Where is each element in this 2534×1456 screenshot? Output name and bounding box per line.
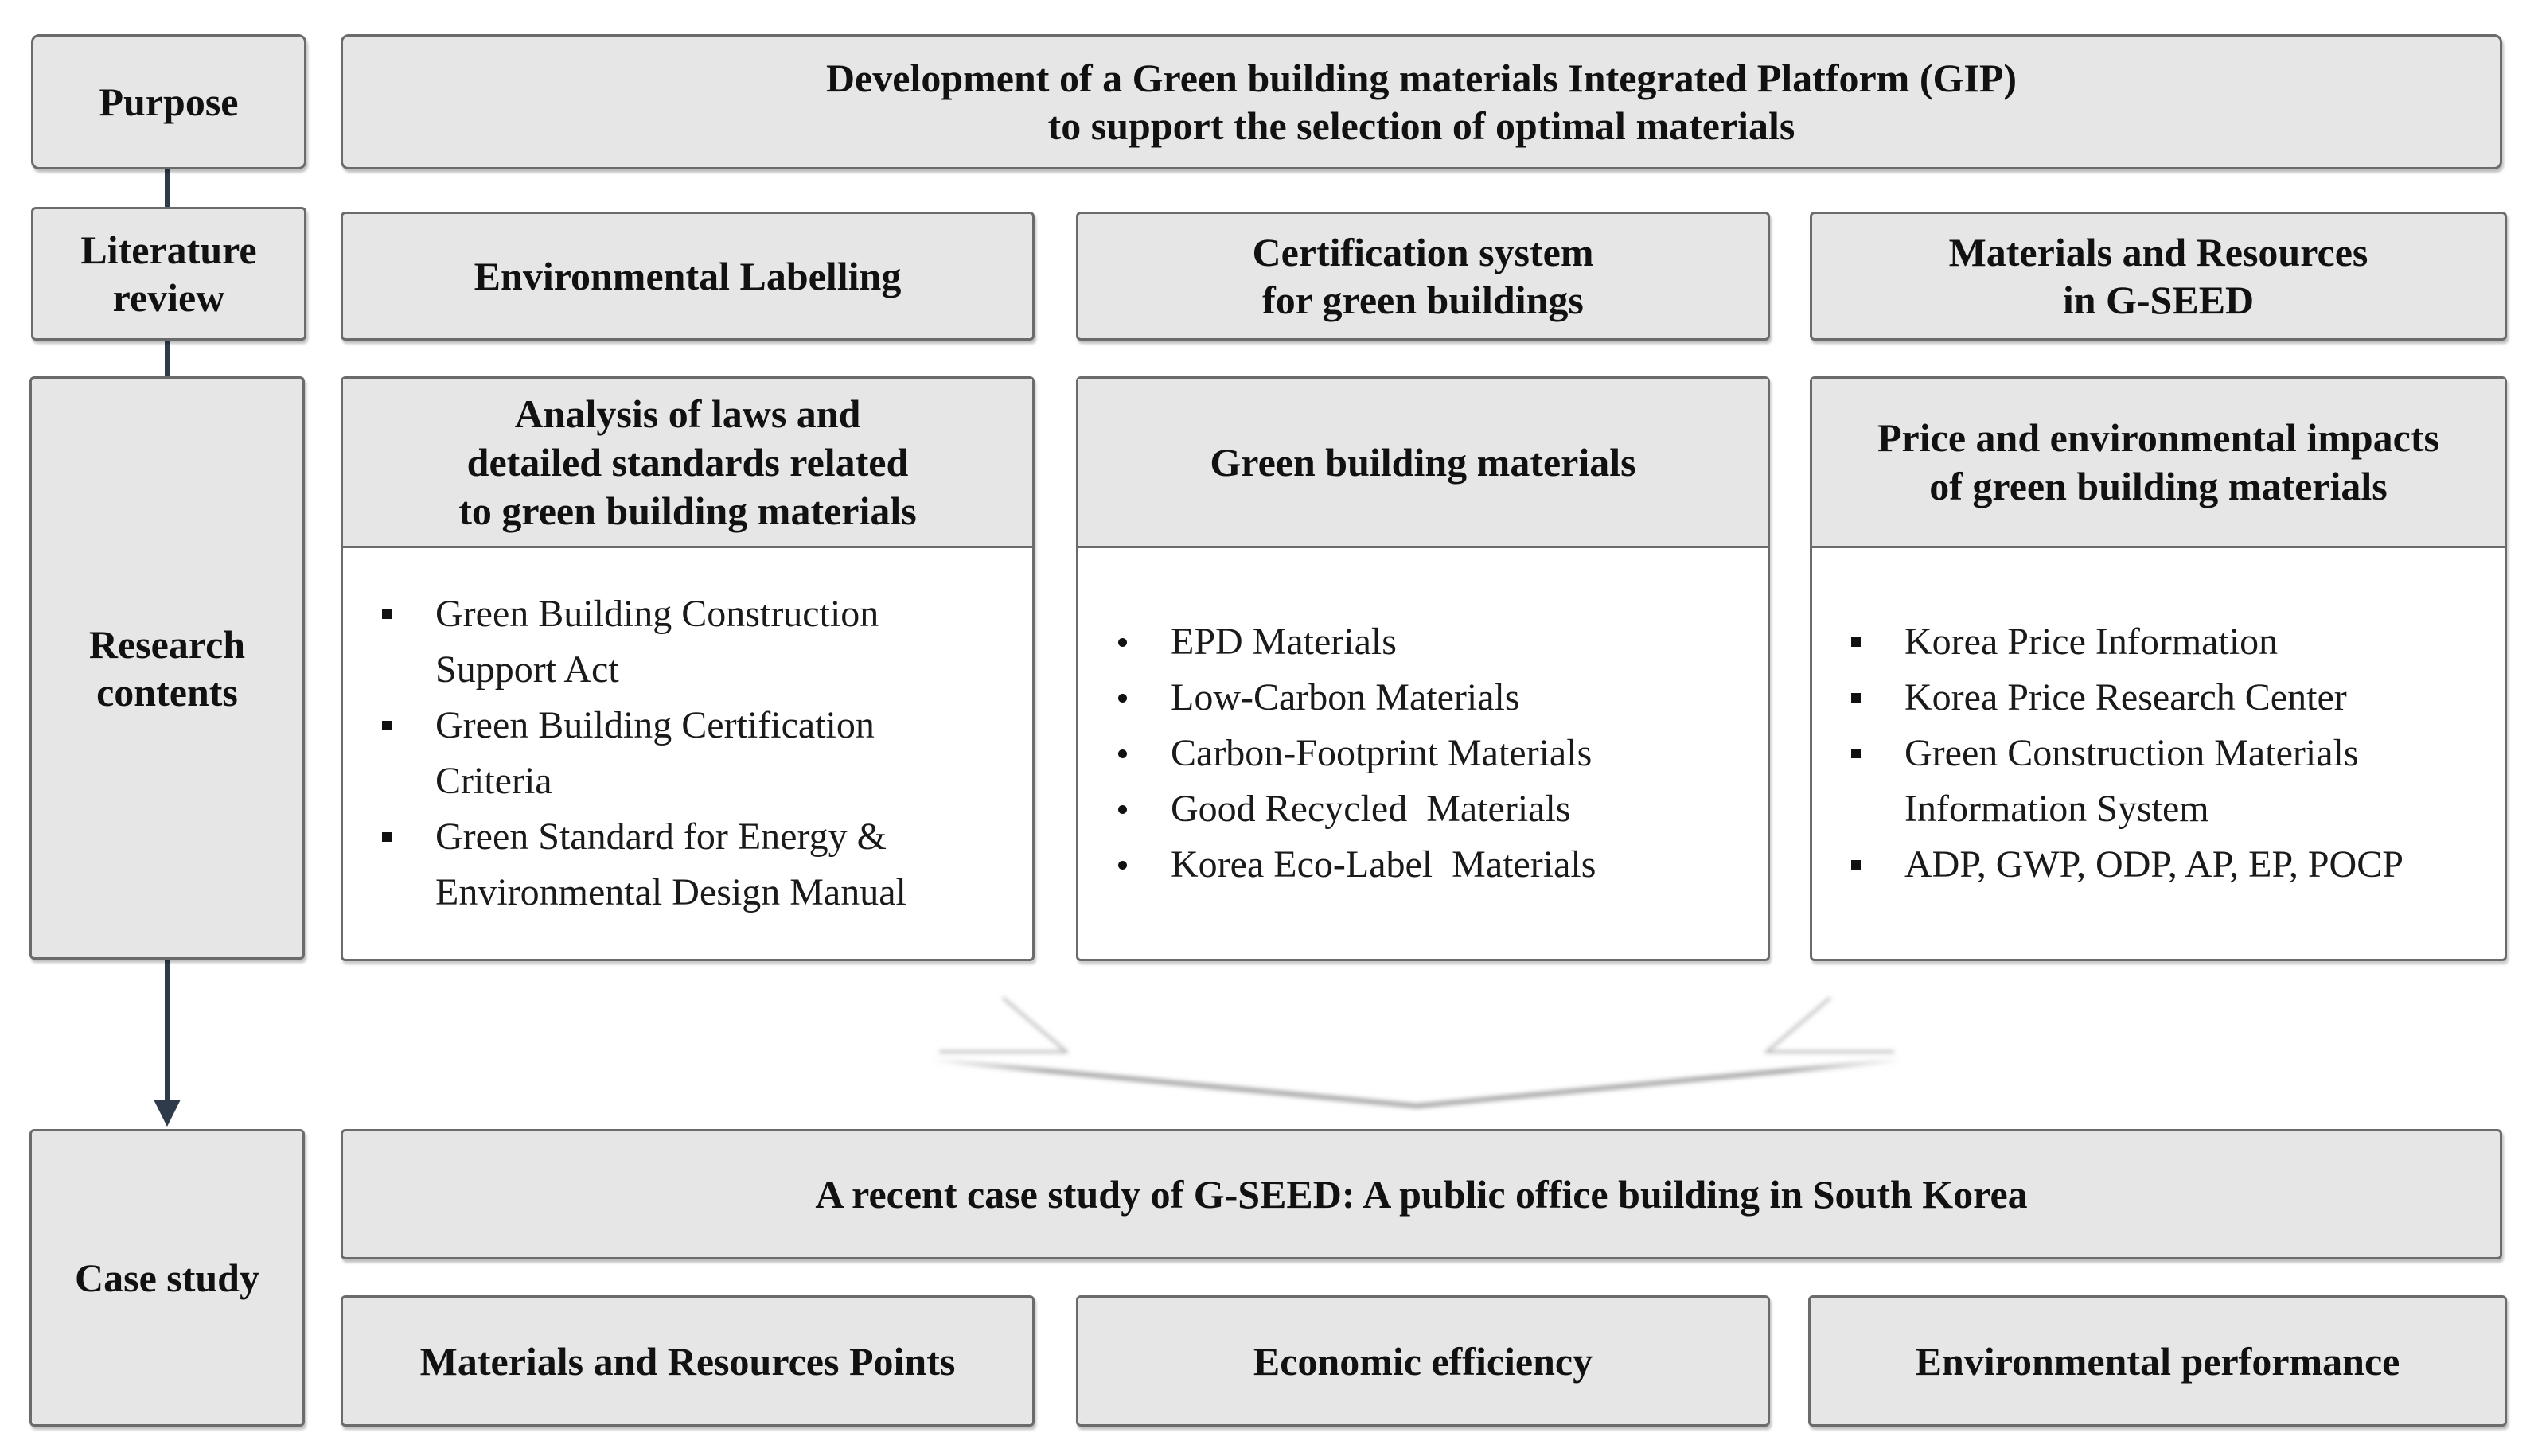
connector-literature-research (165, 341, 170, 376)
purpose-content-line2: to support the selection of optimal materials (1047, 103, 1795, 148)
square-bullet-icon (375, 586, 399, 642)
bullet-list (343, 586, 1032, 921)
case-study-item-text: Materials and Resources Points (419, 1338, 956, 1384)
bullet-list (1078, 614, 1768, 893)
square-bullet-icon (375, 809, 399, 865)
list-item (375, 586, 1000, 698)
case-study-label: Case study (75, 1256, 259, 1300)
round-bullet-icon (1110, 781, 1134, 837)
list-item-text: EPD Materials (1171, 621, 1397, 663)
row-label-case-study (29, 1129, 305, 1427)
purpose-content-box (341, 34, 2502, 169)
list-item-text: Good Recycled Materials (1171, 788, 1571, 830)
research-column-body (1812, 548, 2505, 959)
title-line: Analysis of laws and (514, 391, 861, 436)
list-item (1110, 781, 1744, 837)
title-line: of green building materials (1929, 464, 2388, 508)
title-line: Green building materials (1210, 439, 1636, 485)
connector-research-casestudy (165, 960, 170, 1103)
research-column-title (343, 379, 1032, 548)
round-bullet-icon (1110, 726, 1134, 781)
case-study-item-economic-efficiency (1076, 1295, 1770, 1427)
title-line: Price and environmental impacts (1877, 415, 2439, 460)
case-study-headline-box (341, 1129, 2502, 1259)
list-item (1110, 837, 1744, 893)
list-item (375, 809, 1000, 921)
round-bullet-icon (1110, 837, 1134, 893)
list-item-text: Korea Price Research Center (1904, 676, 2347, 718)
literature-item-environmental-labelling (341, 212, 1035, 341)
literature-item-line1: Certification system (1252, 230, 1594, 274)
research-column-laws-standards (341, 376, 1035, 961)
literature-item-line1: Materials and Resources (1948, 230, 2368, 274)
research-column-title (1078, 379, 1768, 548)
round-bullet-icon (1110, 670, 1134, 726)
list-item (1110, 670, 1744, 726)
list-item-text: Korea Eco-Label Materials (1171, 843, 1596, 886)
literature-label-line2: review (112, 275, 225, 320)
case-study-item-text: Economic efficiency (1253, 1338, 1593, 1384)
list-item (1110, 614, 1744, 670)
research-column-body (343, 548, 1032, 959)
literature-item-line1: Environmental Labelling (474, 254, 902, 298)
title-line: detailed standards related (466, 439, 909, 485)
square-bullet-icon (375, 698, 399, 753)
square-bullet-icon (1844, 670, 1868, 726)
case-study-item-materials-points (341, 1295, 1035, 1427)
round-bullet-icon (1110, 614, 1134, 670)
list-item-text: Green Building Certification Criteria (435, 704, 875, 802)
list-item-text: Carbon-Footprint Materials (1171, 732, 1593, 774)
list-item-text: Green Building Construction Support Act (435, 593, 879, 691)
square-bullet-icon (1844, 614, 1868, 670)
literature-label-line1: Literature (80, 228, 257, 272)
list-item (375, 698, 1000, 809)
list-item (1844, 614, 2457, 670)
row-label-research-contents (29, 376, 305, 960)
list-item-text: ADP, GWP, ODP, AP, EP, POCP (1904, 843, 2403, 886)
arrow-down-icon (154, 1100, 181, 1127)
list-item (1844, 670, 2457, 726)
research-column-body (1078, 548, 1768, 959)
literature-item-materials-resources (1810, 212, 2507, 341)
research-label-line2: contents (96, 669, 238, 714)
list-item-text: Korea Price Information (1904, 621, 2279, 663)
purpose-label: Purpose (99, 80, 239, 124)
case-study-item-environmental-performance (1808, 1295, 2507, 1427)
row-label-purpose (31, 34, 306, 169)
list-item (1844, 726, 2457, 837)
row-label-literature-review (31, 207, 306, 341)
square-bullet-icon (1844, 837, 1868, 893)
research-column-title (1812, 379, 2505, 548)
list-item-text: Green Standard for Energy & Environmental Design Manual (435, 816, 906, 913)
list-item-text: Green Construction Materials Information System (1904, 732, 2359, 830)
connector-purpose-literature (165, 169, 170, 207)
literature-item-certification-system (1076, 212, 1770, 341)
research-column-price-impacts (1810, 376, 2507, 961)
square-bullet-icon (1844, 726, 1868, 781)
case-study-headline: A recent case study of G-SEED: A public office building in South Korea (815, 1172, 2028, 1217)
purpose-content-line1: Development of a Green building materials Integrated Platform (GIP) (825, 56, 2017, 100)
research-column-green-materials (1076, 376, 1770, 961)
literature-item-line2: in G-SEED (2062, 278, 2255, 322)
list-item (1110, 726, 1744, 781)
title-line: to green building materials (458, 488, 917, 533)
list-item-text: Low-Carbon Materials (1171, 676, 1520, 718)
chevron-down-icon (907, 987, 1926, 1114)
research-label-line1: Research (88, 621, 246, 667)
bullet-list (1812, 614, 2505, 893)
case-study-item-text: Environmental performance (1915, 1338, 2400, 1384)
list-item (1844, 837, 2457, 893)
literature-item-line2: for green buildings (1262, 278, 1584, 322)
